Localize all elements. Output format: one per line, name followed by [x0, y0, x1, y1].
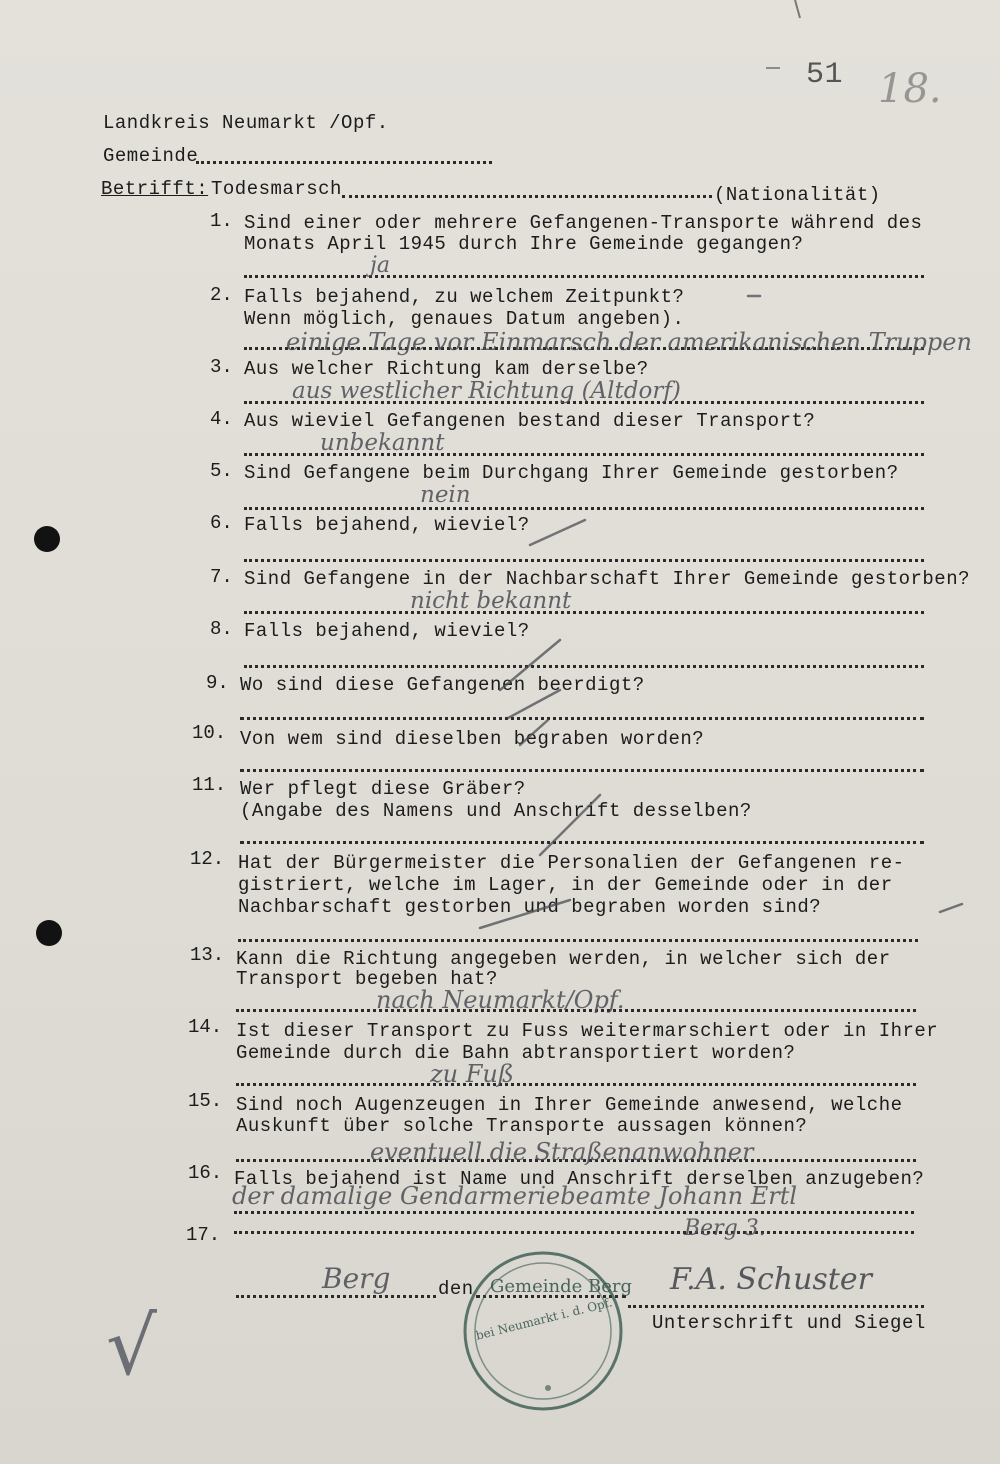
- punch-hole: [34, 526, 60, 552]
- stamp-text: Gemeinde Berg: [490, 1276, 633, 1297]
- question-text: Auskunft über solche Transporte aussagen können?: [236, 1115, 808, 1137]
- handwritten-answer: Berg 3.: [684, 1216, 766, 1241]
- question-text: Falls bejahend, zu welchem Zeitpunkt?: [244, 286, 685, 308]
- archive-number-handwritten: 18.: [878, 66, 942, 112]
- question-text: (Angabe des Namens und Anschrift desselben?: [240, 800, 752, 822]
- punch-hole: [36, 920, 62, 946]
- landkreis-line: Landkreis Neumarkt /Opf.: [103, 112, 389, 134]
- question-text: Von wem sind dieselben begraben worden?: [240, 728, 705, 750]
- question-text: Wenn möglich, genaues Datum angeben).: [244, 308, 685, 330]
- answer-line: [244, 272, 924, 278]
- betrifft-value: Todesmarsch: [211, 178, 342, 200]
- answer-line: [244, 556, 924, 562]
- gemeinde-label: Gemeinde: [103, 145, 199, 167]
- question-number: 3.: [210, 356, 233, 378]
- signature-label: Unterschrift und Siegel: [652, 1312, 926, 1334]
- question-number: 12.: [190, 848, 225, 870]
- signature-dotted-line: [628, 1302, 924, 1308]
- question-number: 4.: [210, 408, 233, 430]
- question-text: Falls bejahend, wieviel?: [244, 620, 530, 642]
- question-text: Sind noch Augenzeugen in Ihrer Gemeinde anwesend, welche: [236, 1094, 903, 1116]
- question-text: Sind einer oder mehrere Gefangenen-Transporte während des: [244, 212, 923, 234]
- question-number: 15.: [188, 1090, 223, 1112]
- answer-line: [244, 504, 924, 510]
- question-number: 8.: [210, 618, 233, 640]
- question-text: Monats April 1945 durch Ihre Gemeinde gegangen?: [244, 233, 804, 255]
- question-number: 11.: [192, 774, 227, 796]
- question-text: Falls bejahend ist Name und Anschrift derselben anzugeben?: [234, 1168, 925, 1190]
- question-text: gistriert, welche im Lager, in der Gemeinde oder in der: [238, 874, 893, 896]
- gemeinde-dotted-line: [196, 158, 492, 164]
- question-text: Nachbarschaft gestorben und begraben worden sind?: [238, 896, 822, 918]
- question-text: Kann die Richtung angegeben werden, in welcher sich der: [236, 948, 891, 970]
- question-text: Aus wieviel Gefangenen bestand dieser Transport?: [244, 410, 816, 432]
- place-handwritten: Berg: [322, 1262, 391, 1295]
- question-number: 13.: [190, 944, 225, 966]
- handwritten-answer: aus westlicher Richtung (Altdorf): [292, 378, 681, 404]
- question-number: 2.: [210, 284, 233, 306]
- handwritten-answer: ja: [370, 253, 390, 278]
- answer-line: [244, 662, 924, 668]
- question-number: 5.: [210, 460, 233, 482]
- answer-line: [238, 936, 918, 942]
- check-mark-icon: √: [106, 1300, 157, 1393]
- stamp-subtext: bei Neumarkt i. d. Opf.: [474, 1295, 614, 1343]
- handwritten-answer: eventuell die Straßenanwohner: [370, 1138, 754, 1166]
- signature-handwritten: F.A. Schuster: [670, 1262, 872, 1297]
- archive-number: 51: [806, 58, 844, 92]
- answer-line: [244, 608, 924, 614]
- question-number: 7.: [210, 566, 233, 588]
- question-number: 10.: [192, 722, 227, 744]
- question-text: Falls bejahend, wieviel?: [244, 514, 530, 536]
- handwritten-answer: unbekannt: [320, 430, 445, 456]
- answer-line: [236, 1080, 916, 1086]
- handwritten-answer: einige Tage vor Einmarsch der amerikanischen Truppen: [286, 328, 972, 356]
- answer-line: [234, 1228, 914, 1234]
- answer-line: [240, 838, 924, 844]
- question-text: Gemeinde durch die Bahn abtransportiert worden?: [236, 1042, 796, 1064]
- question-text: Hat der Bürgermeister die Personalien der Gefangenen re-: [238, 852, 905, 874]
- handwritten-answer: nach Neumarkt/Opf.: [376, 986, 625, 1014]
- nationalitaet-label: (Nationalität): [714, 184, 881, 206]
- question-text: Sind Gefangene beim Durchgang Ihrer Gemeinde gestorben?: [244, 462, 899, 484]
- handwritten-answer: nein: [420, 482, 471, 508]
- question-number: 17.: [186, 1224, 221, 1246]
- question-text: Aus welcher Richtung kam derselbe?: [244, 358, 649, 380]
- handwritten-answer: der damalige Gendarmeriebeamte Johann Ertl: [232, 1182, 798, 1210]
- answer-line: [240, 766, 924, 772]
- question-number: 16.: [188, 1162, 223, 1184]
- handwritten-answer: nicht bekannt: [410, 588, 572, 614]
- question-text: Sind Gefangene in der Nachbarschaft Ihrer Gemeinde gestorben?: [244, 568, 971, 590]
- question-number: 9.: [206, 672, 229, 694]
- question-text: Ist dieser Transport zu Fuss weitermarschiert oder in Ihrer: [236, 1020, 939, 1042]
- handwritten-answer: zu Fuß: [430, 1060, 514, 1088]
- question-number: 1.: [210, 210, 233, 232]
- betrifft-dotted-line: [342, 192, 712, 198]
- answer-line: [240, 714, 924, 720]
- question-number: 14.: [188, 1016, 223, 1038]
- den-label: den: [438, 1278, 474, 1300]
- question-text: Wo sind diese Gefangenen beerdigt?: [240, 674, 645, 696]
- question-text: Wer pflegt diese Gräber?: [240, 778, 526, 800]
- question-text: Transport begeben hat?: [236, 968, 498, 990]
- betrifft-label: Betrifft:: [101, 178, 209, 200]
- question-number: 6.: [210, 512, 233, 534]
